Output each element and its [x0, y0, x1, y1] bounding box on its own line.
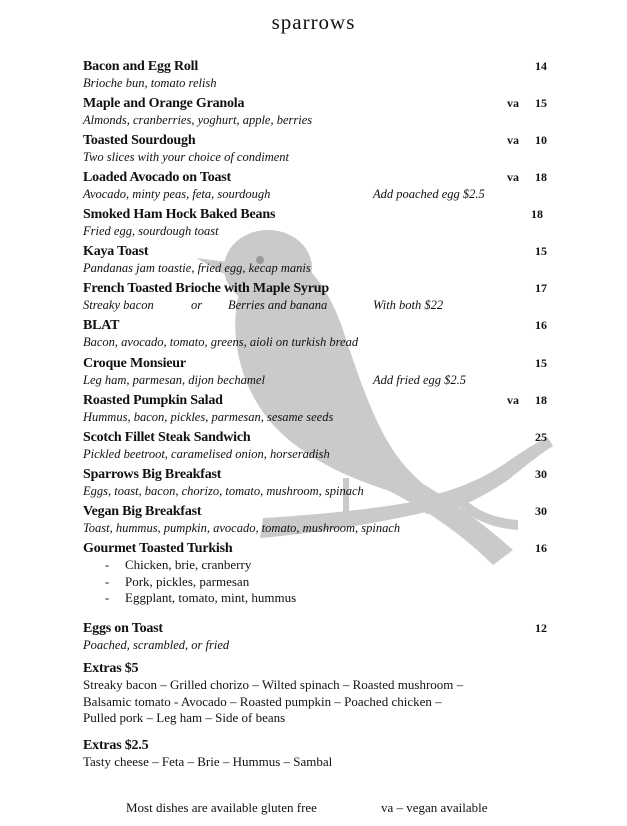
item-description: Eggs, toast, bacon, chorizo, tomato, mushroom, spinach	[83, 484, 364, 498]
extras-5-section	[83, 660, 583, 727]
item-price: 30	[535, 467, 547, 481]
item-price: 16	[535, 541, 547, 555]
option-item: - Eggplant, tomato, mint, hummus	[104, 590, 297, 605]
extras-2-5-section	[83, 737, 583, 771]
item-description: Hummus, bacon, pickles, parmesan, sesame seeds	[83, 410, 334, 424]
item-name: Scotch Fillet Steak Sandwich	[83, 430, 251, 445]
menu-item-bacon-egg-roll	[83, 58, 553, 91]
item-name: Smoked Ham Hock Baked Beans	[83, 207, 276, 222]
item-description: Toast, hummus, pumpkin, avocado, tomato, mushroom, spinach	[83, 521, 401, 535]
vegan-legend: va – vegan available	[381, 800, 488, 815]
menu-item-vegan-big-breakfast	[83, 503, 553, 536]
item-price: 15	[535, 244, 547, 258]
item-description: Two slices with your choice of condiment	[83, 150, 289, 164]
item-price: 18	[535, 170, 547, 184]
extras-line: Pulled pork – Leg ham – Side of beans	[83, 710, 286, 725]
item-name: Roasted Pumpkin Salad	[83, 393, 223, 408]
item-price: 17	[535, 281, 547, 295]
gluten-free-note: Most dishes are available gluten free	[126, 800, 317, 815]
item-price: 30	[535, 504, 547, 518]
extras-heading: Extras $5	[83, 661, 139, 676]
item-name: Vegan Big Breakfast	[83, 504, 202, 519]
item-name: Kaya Toast	[83, 244, 149, 259]
item-addon: Add fried egg $2.5	[373, 373, 467, 387]
item-description: Pandanas jam toastie, fried egg, kecap manis	[83, 261, 311, 275]
item-name: BLAT	[83, 318, 120, 333]
item-name: Toasted Sourdough	[83, 133, 196, 148]
item-name: Maple and Orange Granola	[83, 96, 245, 111]
option-item: - Chicken, brie, cranberry	[104, 557, 252, 572]
menu-item-kaya-toast	[83, 243, 553, 276]
extras-heading: Extras $2.5	[83, 738, 149, 753]
menu-item-croque-monsieur	[83, 355, 553, 388]
item-description: Poached, scrambled, or fried	[83, 638, 230, 652]
menu-item-blat	[83, 317, 553, 350]
item-price: 18	[531, 207, 543, 221]
item-description: Avocado, minty peas, feta, sourdough	[83, 187, 271, 201]
item-price: 14	[535, 59, 547, 73]
item-price: 12	[535, 621, 547, 635]
item-description: Bacon, avocado, tomato, greens, aioli on turkish bread	[83, 335, 359, 349]
menu-item-toasted-sourdough	[83, 132, 553, 165]
menu-item-gourmet-turkish	[83, 540, 553, 607]
extras-line: Balsamic tomato - Avocado – Roasted pumpkin – Poached chicken –	[83, 693, 442, 709]
menu-item-baked-beans	[83, 206, 553, 239]
item-name: Loaded Avocado on Toast	[83, 170, 232, 185]
menu-item-steak-sandwich	[83, 429, 553, 462]
menu-item-granola	[83, 95, 553, 128]
item-or-separator: or	[191, 298, 203, 312]
item-name: Croque Monsieur	[83, 356, 186, 371]
extras-line: Streaky bacon – Grilled chorizo – Wilted spinach – Roasted mushroom –	[83, 677, 464, 692]
item-name: Sparrows Big Breakfast	[83, 467, 222, 482]
item-addon: Add poached egg $2.5	[373, 187, 485, 201]
option-item: - Pork, pickles, parmesan	[104, 573, 250, 589]
item-description: Brioche bun, tomato relish	[83, 76, 217, 90]
vegan-tag: va	[507, 393, 519, 407]
item-alt-option: Berries and banana	[228, 298, 328, 312]
vegan-tag: va	[507, 170, 519, 184]
item-price: 18	[535, 393, 547, 407]
item-name: French Toasted Brioche with Maple Syrup	[83, 281, 329, 296]
item-price: 16	[535, 318, 547, 332]
item-name: Eggs on Toast	[83, 621, 163, 636]
item-price: 15	[535, 96, 547, 110]
item-price: 15	[535, 356, 547, 370]
vegan-tag: va	[507, 96, 519, 110]
item-name: Bacon and Egg Roll	[83, 59, 199, 74]
extras-line: Tasty cheese – Feta – Brie – Hummus – Sambal	[83, 754, 333, 769]
item-price: 10	[535, 133, 547, 147]
item-description: Fried egg, sourdough toast	[83, 224, 219, 238]
item-addon: With both $22	[373, 298, 444, 312]
item-description: Leg ham, parmesan, dijon bechamel	[83, 373, 265, 387]
item-description: Pickled beetroot, caramelised onion, horseradish	[83, 447, 330, 461]
menu-item-eggs-on-toast	[83, 620, 553, 653]
item-price: 25	[535, 430, 547, 444]
page-title: sparrows	[271, 10, 356, 34]
item-description: Almonds, cranberries, yoghurt, apple, berries	[83, 113, 313, 127]
vegan-tag: va	[507, 133, 519, 147]
item-description: Streaky bacon	[83, 298, 154, 312]
menu-item-sparrows-big-breakfast	[83, 466, 553, 499]
menu-item-pumpkin-salad	[83, 392, 553, 425]
item-name: Gourmet Toasted Turkish	[83, 541, 233, 556]
